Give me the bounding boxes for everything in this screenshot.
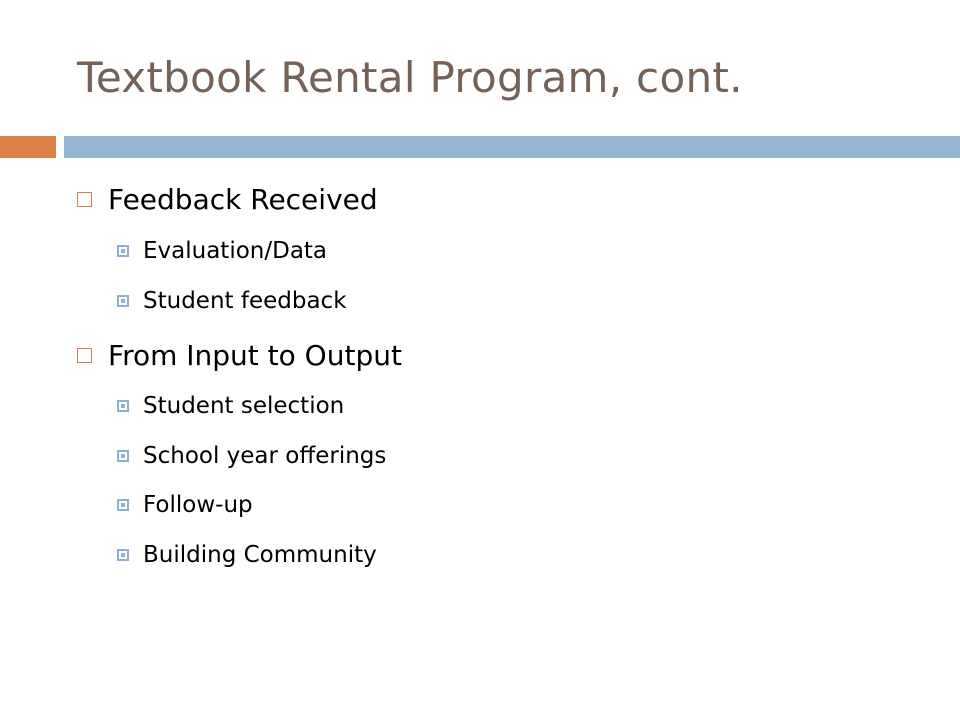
- bullet-item-follow-up: [117, 490, 253, 520]
- bullet-text: Feedback Received: [108, 182, 378, 216]
- bullet-text: Building Community: [143, 542, 377, 568]
- bullet-text: From Input to Output: [108, 338, 402, 372]
- slide-title: Textbook Rental Program, cont.: [77, 53, 743, 102]
- hollow-square-icon: [77, 192, 92, 207]
- bullet-item-student-feedback: [117, 286, 347, 316]
- bullet-item-from-input-to-output: [77, 337, 402, 373]
- bullet-text: School year offerings: [143, 443, 387, 469]
- bullet-item-evaluation-data: [117, 236, 327, 266]
- filled-square-icon: [117, 549, 129, 561]
- bullet-text: Student selection: [143, 393, 345, 419]
- filled-square-icon: [117, 499, 129, 511]
- bullet-text: Follow-up: [143, 492, 253, 518]
- bullet-item-building-community: [117, 540, 377, 570]
- bullet-item-school-year-offerings: [117, 441, 386, 471]
- bullet-item-student-selection: [117, 391, 344, 421]
- hollow-square-icon: [77, 348, 92, 363]
- bullet-item-feedback-received: [77, 181, 378, 217]
- bullet-text: Evaluation/Data: [143, 238, 328, 264]
- filled-square-icon: [117, 295, 129, 307]
- bullet-text: Student feedback: [143, 288, 347, 314]
- filled-square-icon: [117, 450, 129, 462]
- filled-square-icon: [117, 245, 129, 257]
- filled-square-icon: [117, 400, 129, 412]
